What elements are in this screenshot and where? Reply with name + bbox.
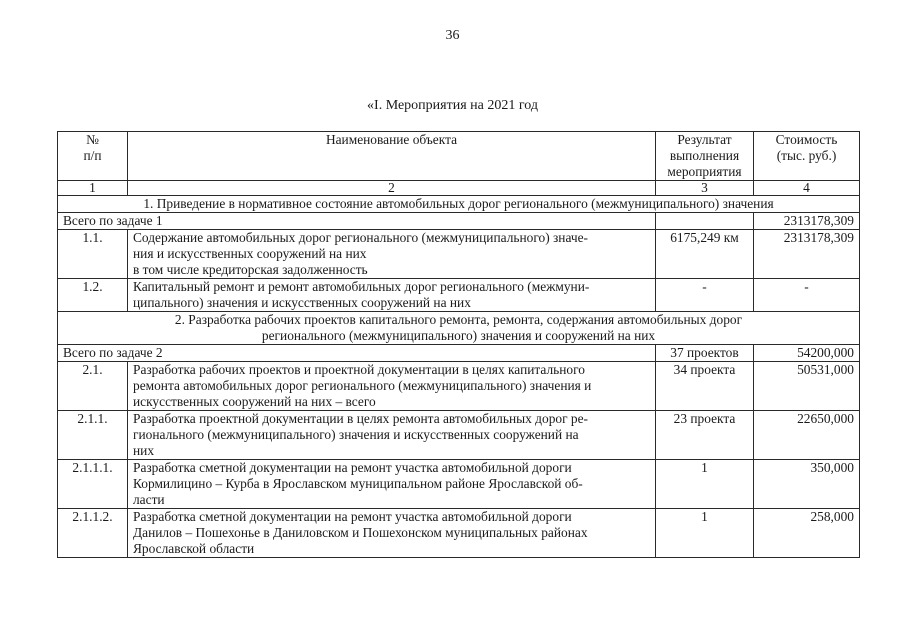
row-object-name: Содержание автомобильных дорог регионального (межмуниципального) значе- ния и искусственных сооружений на них в том числе кредиторская задолженность xyxy=(128,230,656,279)
column-index: 4 xyxy=(754,181,860,196)
table-row xyxy=(58,230,860,279)
table-row xyxy=(58,362,860,411)
row-number: 1.2. xyxy=(58,279,128,312)
row-number: 2.1.1. xyxy=(58,411,128,460)
total-cost: 54200,000 xyxy=(754,345,860,362)
document-title: «I. Мероприятия на 2021 год xyxy=(367,98,538,113)
total-label: Всего по задаче 2 xyxy=(58,345,656,362)
total-label: Всего по задаче 1 xyxy=(58,213,656,230)
table-row xyxy=(58,279,860,312)
row-cost: - xyxy=(754,279,860,312)
column-index: 2 xyxy=(128,181,656,196)
header-cost: Стоимость (тыс. руб.) xyxy=(754,132,860,181)
row-object-name: Разработка рабочих проектов и проектной документации в целях капитального ремонта автомобильных дорог регионального (межмуниципального) значения и искусственных сооружений на них – всего xyxy=(128,362,656,411)
section-heading-row xyxy=(58,312,860,345)
row-result: 23 проекта xyxy=(656,411,754,460)
row-cost: 50531,000 xyxy=(754,362,860,411)
total-result xyxy=(656,213,754,230)
table-header-row xyxy=(58,132,860,181)
column-index: 1 xyxy=(58,181,128,196)
table-row xyxy=(58,460,860,509)
row-number: 2.1.1.1. xyxy=(58,460,128,509)
row-result: - xyxy=(656,279,754,312)
column-index: 3 xyxy=(656,181,754,196)
section-heading: 2. Разработка рабочих проектов капитального ремонта, ремонта, содержания автомобильных дорог регионального (межмуниципального) значения и сооружений на них xyxy=(58,312,860,345)
row-object-name: Разработка сметной документации на ремонт участка автомобильной дороги Кормилицино – Курба в Ярославском муниципальном районе Ярославской об- ласти xyxy=(128,460,656,509)
total-cost: 2313178,309 xyxy=(754,213,860,230)
total-result: 37 проектов xyxy=(656,345,754,362)
row-number: 2.1.1.2. xyxy=(58,509,128,558)
row-cost: 258,000 xyxy=(754,509,860,558)
total-row xyxy=(58,345,860,362)
row-number: 1.1. xyxy=(58,230,128,279)
table-row xyxy=(58,509,860,558)
row-result: 1 xyxy=(656,509,754,558)
row-object-name: Капитальный ремонт и ремонт автомобильных дорог регионального (межмуни- ципального) значения и искусственных сооружений на них xyxy=(128,279,656,312)
row-object-name: Разработка сметной документации на ремонт участка автомобильной дороги Данилов – Пошехонье в Даниловском и Пошехонском муниципальных районах Ярославской области xyxy=(128,509,656,558)
activities-table xyxy=(57,131,860,558)
section-heading: 1. Приведение в нормативное состояние автомобильных дорог регионального (межмуниципального) значения xyxy=(58,196,860,213)
page-number: 36 xyxy=(445,28,460,43)
header-number: № п/п xyxy=(58,132,128,181)
row-object-name: Разработка проектной документации в целях ремонта автомобильных дорог ре- гионального (межмуниципального) значения и искусственных сооружений на них xyxy=(128,411,656,460)
row-number: 2.1. xyxy=(58,362,128,411)
row-result: 1 xyxy=(656,460,754,509)
header-result: Результат выполнения мероприятия xyxy=(656,132,754,181)
total-row xyxy=(58,213,860,230)
row-cost: 350,000 xyxy=(754,460,860,509)
row-result: 34 проекта xyxy=(656,362,754,411)
header-object-name: Наименование объекта xyxy=(128,132,656,181)
row-cost: 22650,000 xyxy=(754,411,860,460)
section-heading-row xyxy=(58,196,860,213)
column-index-row xyxy=(58,181,860,196)
row-cost: 2313178,309 xyxy=(754,230,860,279)
row-result: 6175,249 км xyxy=(656,230,754,279)
table-row xyxy=(58,411,860,460)
